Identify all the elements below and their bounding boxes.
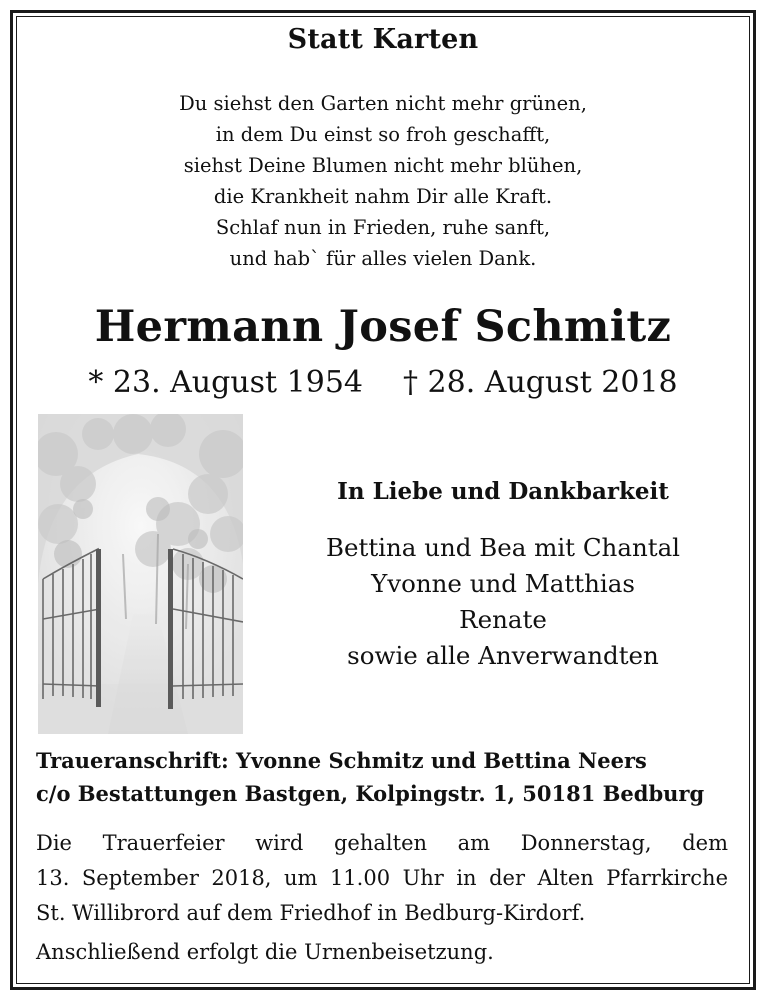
poem-line: und hab` für alles vielen Dank. — [229, 247, 537, 270]
poem-line: siehst Deine Blumen nicht mehr blühen, — [183, 154, 583, 177]
mourner-line: Yvonne und Matthias — [371, 569, 635, 598]
garden-gate-image — [38, 414, 243, 734]
dedication-heading: In Liebe und Dankbarkeit — [337, 478, 669, 505]
mourner-line: Bettina und Bea mit Chantal — [325, 533, 681, 562]
mourner-line: sowie alle Anverwandten — [347, 641, 659, 670]
service-line: Die Trauerfeier wird gehalten am Donnerstag, dem — [36, 831, 728, 855]
poem-line: in dem Du einst so froh geschafft, — [215, 123, 551, 146]
mourners-list — [268, 530, 738, 674]
service-line: St. Willibrord auf dem Friedhof in Bedburg-Kirdorf. — [36, 901, 586, 925]
service-line: 13. September 2018, um 11.00 Uhr in der Alten Pfarrkirche — [36, 866, 728, 890]
poem — [0, 88, 766, 274]
poem-line: Schlaf nun in Frieden, ruhe sanft, — [215, 216, 551, 239]
life-dates — [0, 365, 766, 400]
funeral-service-info — [36, 826, 728, 931]
notice-heading: Statt Karten — [287, 24, 479, 55]
mourner-line: Renate — [459, 605, 547, 634]
deceased-name: Hermann Josef Schmitz — [94, 302, 672, 352]
mourning-address — [36, 744, 736, 810]
death-date: † 28. August 2018 — [403, 365, 678, 400]
poem-line: die Krankheit nahm Dir alle Kraft. — [213, 185, 553, 208]
birth-date: * 23. August 1954 — [88, 365, 363, 400]
poem-line: Du siehst den Garten nicht mehr grünen, — [179, 92, 587, 115]
address-line: c/o Bestattungen Bastgen, Kolpingstr. 1, 50181 Bedburg — [36, 781, 705, 806]
address-line: Traueranschrift: Yvonne Schmitz und Bettina Neers — [36, 748, 647, 773]
closing-note: Anschließend erfolgt die Urnenbeisetzung. — [36, 940, 494, 964]
